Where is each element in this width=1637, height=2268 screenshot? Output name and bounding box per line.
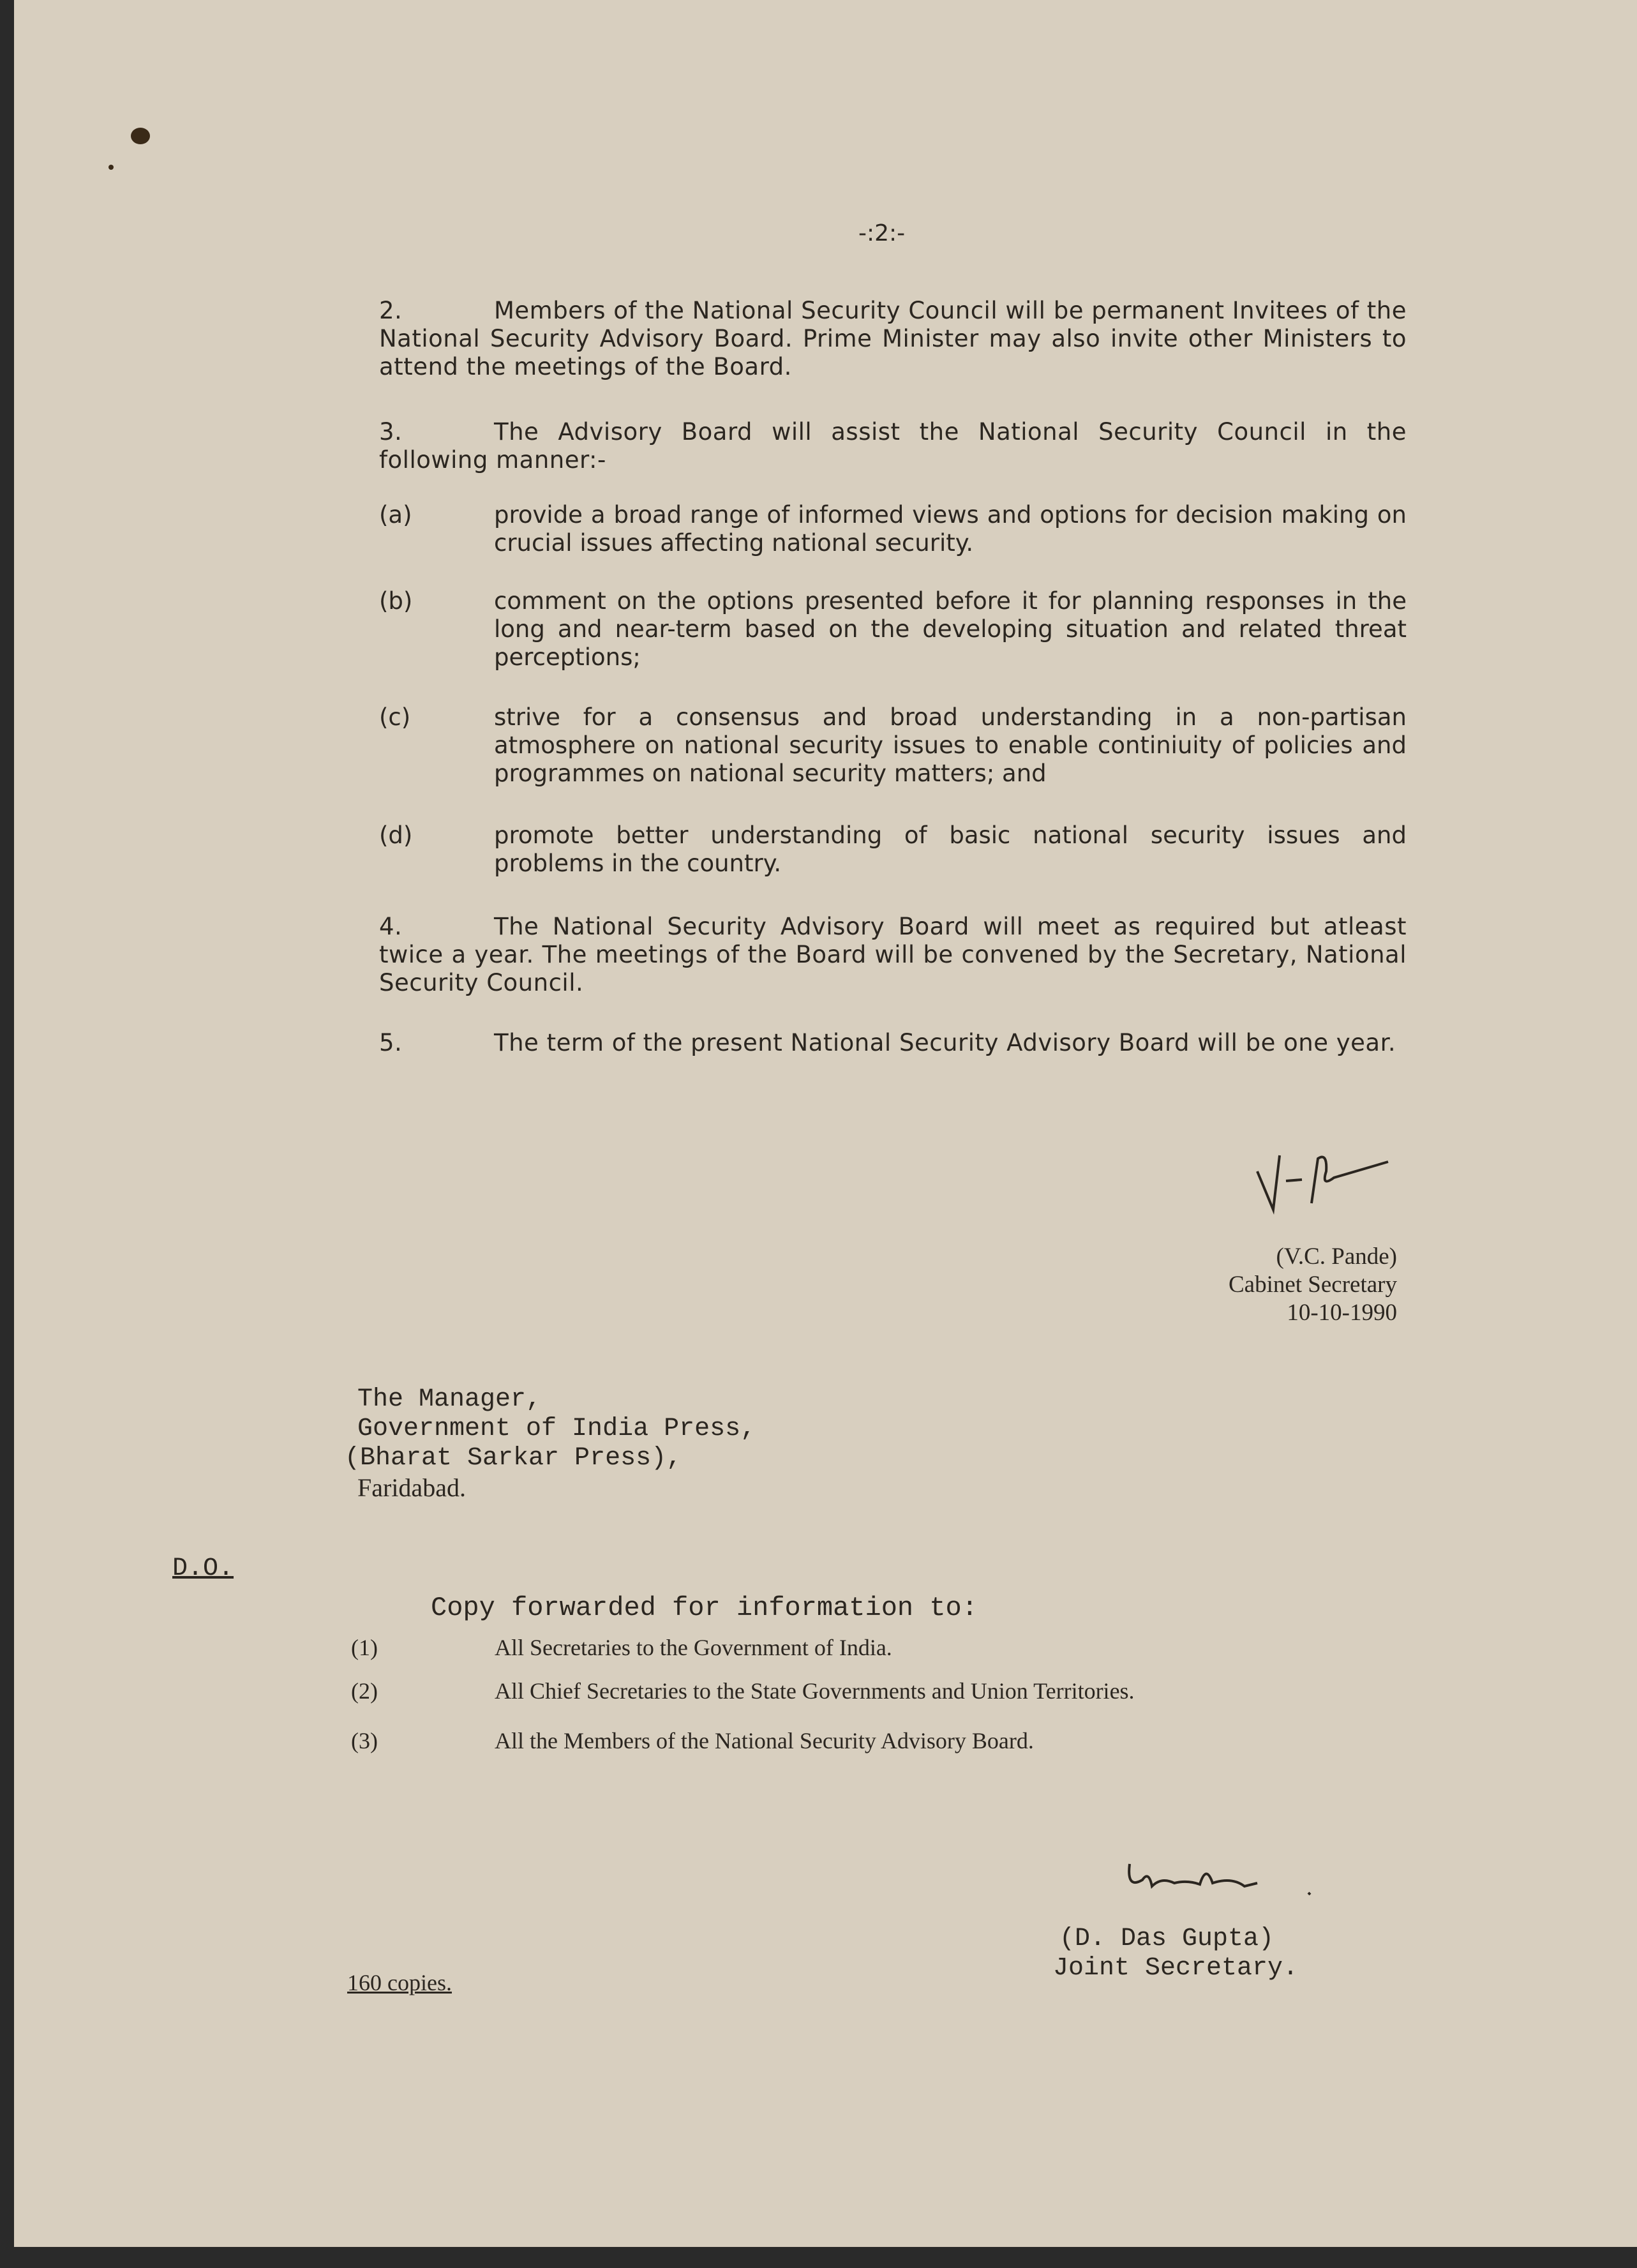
copies-note: 160 copies. <box>347 1970 452 1995</box>
signature-date: 10-10-1990 <box>1287 1300 1397 1326</box>
signatory-name: (V.C. Pande) <box>1276 1243 1397 1270</box>
copy-item-1: (1) All Secretaries to the Government of India. <box>351 1635 892 1660</box>
signature-das-gupta <box>1123 1851 1327 1909</box>
paragraph-4: 4. The National Security Advisory Board will meet as required but atleast twice a year. The meetings of the Board will be convened by the Secretary, National Security Council. <box>379 913 1407 996</box>
ink-stain <box>131 128 150 144</box>
signatory-1 <box>1229 1243 1397 1327</box>
signatory-title: Joint Secretary. <box>1053 1954 1299 1983</box>
ink-stain <box>108 165 114 170</box>
address-line: Government of India Press, <box>357 1415 756 1443</box>
signatory-2 <box>1053 1925 1298 1983</box>
signature-vc-pande <box>1251 1143 1417 1219</box>
copy-item-3: (3) All the Members of the National Security Advisory Board. <box>351 1728 1034 1754</box>
address-line: The Manager, <box>357 1385 542 1414</box>
copy-item-2: (2) All Chief Secretaries to the State Governments and Union Territories. <box>351 1678 1135 1704</box>
paragraph-2: 2. Members of the National Security Council will be permanent Invitees of the National Security Advisory Board. Prime Minister may also invite other Ministers to attend the meetings of the Board. <box>379 297 1407 380</box>
address-line: (Bharat Sarkar Press), <box>345 1444 682 1473</box>
do-label: D.O. <box>172 1554 234 1583</box>
page-number: -:2:- <box>858 220 906 246</box>
paragraph-5: 5. The term of the present National Security Advisory Board will be one year. <box>379 1029 1396 1056</box>
address-line: Faridabad. <box>357 1473 466 1502</box>
paragraph-3: 3. The Advisory Board will assist the National Security Council in the following manner:- <box>379 418 1407 474</box>
signatory-name: (D. Das Gupta) <box>1059 1925 1274 1953</box>
signatory-title: Cabinet Secretary <box>1228 1272 1397 1298</box>
copy-heading: Copy forwarded for information to: <box>431 1593 978 1623</box>
addressee <box>345 1385 756 1503</box>
